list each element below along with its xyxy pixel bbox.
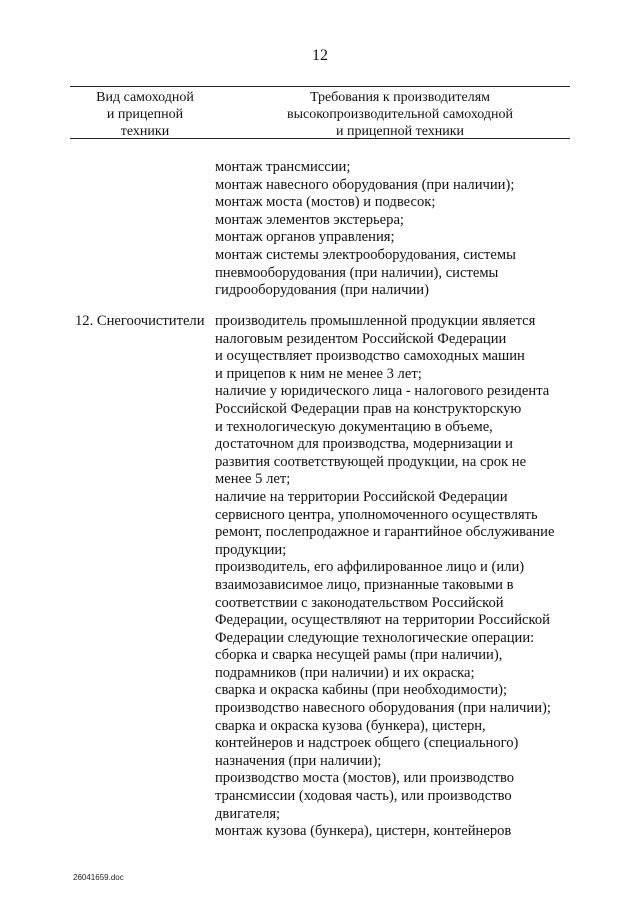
- header-bottom-rule: [70, 138, 570, 139]
- requirement-line: соответствии с законодательством Российской: [215, 594, 504, 611]
- requirement-line: взаимозависимое лицо, признанные таковыми в: [215, 576, 514, 593]
- requirement-line: Российской Федерации прав на конструкторскую: [215, 400, 522, 417]
- requirement-line: трансмиссии (ходовая часть), или производство: [215, 788, 512, 805]
- requirement-line: монтаж органов управления;: [215, 229, 395, 246]
- page-number: 12: [312, 47, 328, 64]
- requirement-line: пневмооборудования (при наличии), системы: [215, 264, 499, 281]
- continued-requirements: [215, 159, 516, 300]
- requirement-line: контейнеров и надстроек общего (специального): [215, 735, 519, 752]
- requirement-line: сварка и окраска кузова (бункера), цистерн,: [215, 717, 486, 734]
- requirement-line: Федерации, осуществляют на территории Российской: [215, 612, 550, 629]
- requirement-line: достаточном для производства, модернизации и: [215, 436, 513, 453]
- requirement-line: продукции;: [215, 541, 287, 558]
- requirement-line: двигателя;: [215, 805, 281, 822]
- header-req-line: Требования к производителям: [309, 90, 491, 105]
- header-column-requirements: [230, 89, 570, 140]
- row-12-requirements: [215, 313, 554, 841]
- requirement-line: налоговым резидентом Российской Федерации: [215, 330, 507, 347]
- document-filename: 26041659.doc: [73, 873, 124, 882]
- requirement-line: и осуществляет производство самоходных машин: [215, 348, 525, 365]
- row-12-label: 12. Снегоочистители: [75, 313, 205, 329]
- header-type-line: техники: [120, 124, 170, 139]
- requirement-line: производство навесного оборудования (при наличии);: [215, 700, 551, 717]
- header-type-line: и прицепной: [106, 107, 184, 122]
- header-top-rule: [70, 86, 570, 87]
- requirement-line: развития соответствующей продукции, на срок не: [215, 453, 527, 470]
- requirement-line: производство моста (мостов), или производство: [215, 770, 515, 787]
- requirement-line: и технологическую документацию в объеме,: [215, 418, 493, 435]
- requirement-line: сервисного центра, уполномоченного осуществлять: [215, 506, 538, 523]
- header-type-line: Вид самоходной: [96, 90, 194, 105]
- requirement-line: монтаж навесного оборудования (при наличии);: [215, 176, 515, 193]
- header-req-line: высокопроизводительной самоходной: [286, 107, 514, 122]
- requirement-line: ремонт, послепродажное и гарантийное обслуживание: [215, 524, 555, 541]
- requirement-line: монтаж трансмиссии;: [215, 159, 351, 175]
- requirement-line: производитель, его аффилированное лицо и (или): [215, 559, 525, 576]
- requirement-line: сборка и сварка несущей рамы (при наличии),: [215, 647, 503, 664]
- requirement-line: сварка и окраска кабины (при необходимости);: [215, 682, 508, 699]
- requirement-line: монтаж элементов экстерьера;: [215, 211, 404, 228]
- requirement-line: монтаж кузова (бункера), цистерн, контейнеров: [215, 823, 512, 840]
- requirement-line: и прицепов к ним не менее 3 лет;: [215, 365, 422, 382]
- header-req-line: и прицепной техники: [335, 124, 465, 139]
- requirement-line: менее 5 лет;: [215, 471, 291, 488]
- requirement-line: наличие у юридического лица - налогового резидента: [215, 383, 550, 400]
- requirement-line: Федерации следующие технологические операции:: [215, 629, 535, 646]
- requirement-line: производитель промышленной продукции является: [215, 313, 536, 329]
- requirement-line: монтаж моста (мостов) и подвесок;: [215, 194, 436, 211]
- requirement-line: назначения (при наличии);: [215, 752, 382, 769]
- requirement-line: гидрооборудования (при наличии): [215, 282, 429, 299]
- requirement-line: подрамников (при наличии) и их окраска;: [215, 664, 475, 681]
- requirement-line: монтаж системы электрооборудования, системы: [215, 246, 516, 263]
- header-column-type: [75, 89, 215, 140]
- requirement-line: наличие на территории Российской Федерации: [215, 488, 508, 505]
